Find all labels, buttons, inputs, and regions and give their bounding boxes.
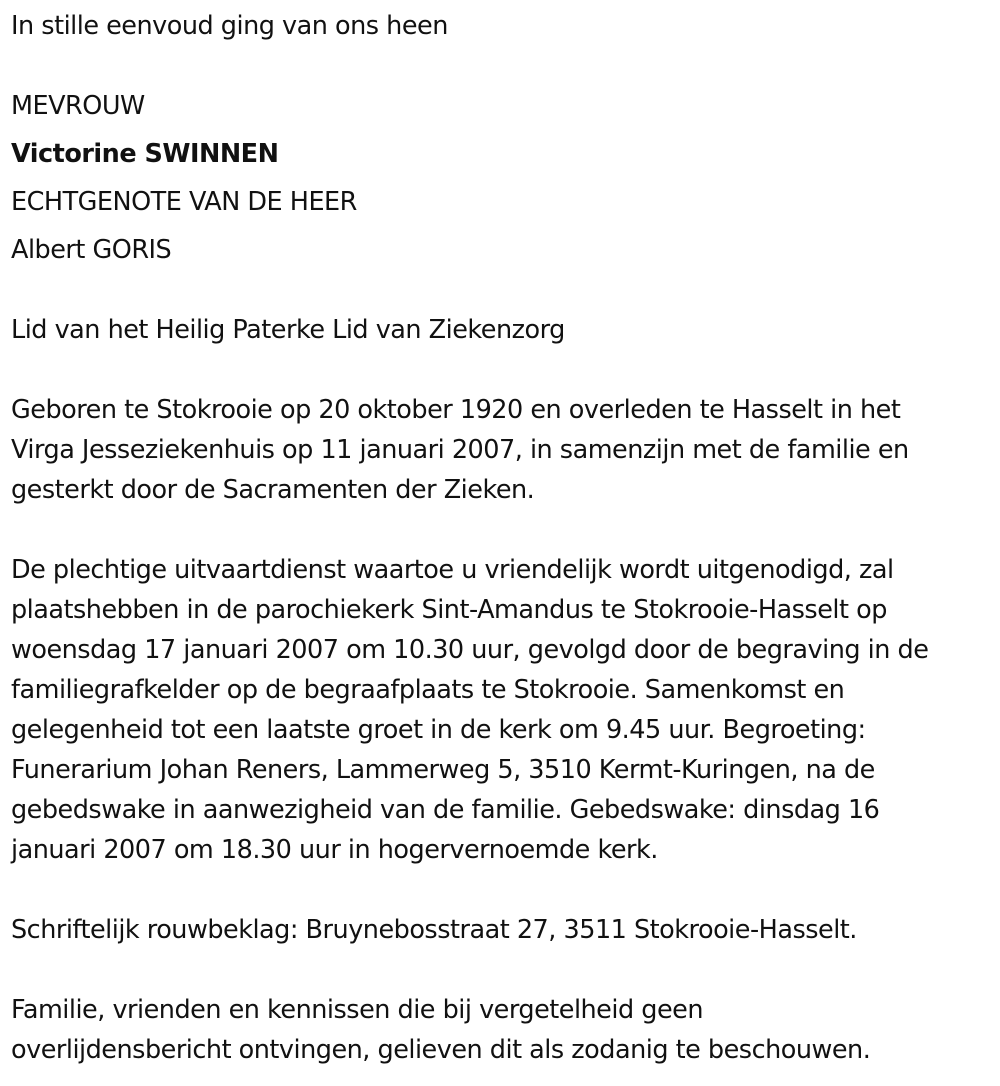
closing-line: Familie, vrienden en kennissen die bij vergetelheid geen — [11, 995, 703, 1025]
funeral-line: januari 2007 om 18.30 uur in hogervernoemde kerk. — [11, 835, 658, 865]
deceased-name: Victorine SWINNEN — [11, 139, 279, 169]
title-prefix: MEVROUW — [11, 91, 145, 121]
funeral-line: gelegenheid tot een laatste groet in de kerk om 9.45 uur. Begroeting: — [11, 715, 866, 745]
birth-death-line: Geboren te Stokrooie op 20 oktober 1920 en overleden te Hasselt in het — [11, 395, 901, 425]
funeral-line: Funerarium Johan Reners, Lammerweg 5, 3510 Kermt-Kuringen, na de — [11, 755, 875, 785]
closing-line: overlijdensbericht ontvingen, gelieven dit als zodanig te beschouwen. — [11, 1035, 871, 1065]
funeral-line: gebedswake in aanwezigheid van de familie. Gebedswake: dinsdag 16 — [11, 795, 880, 825]
funeral-line: woensdag 17 januari 2007 om 10.30 uur, gevolgd door de begraving in de — [11, 635, 929, 665]
condolences-line: Schriftelijk rouwbeklag: Bruynebosstraat 27, 3511 Stokrooie-Hasselt. — [11, 915, 857, 945]
birth-death-line: gesterkt door de Sacramenten der Zieken. — [11, 475, 535, 505]
funeral-line: De plechtige uitvaartdienst waartoe u vriendelijk wordt uitgenodigd, zal — [11, 555, 894, 585]
funeral-line: plaatshebben in de parochiekerk Sint-Amandus te Stokrooie-Hasselt op — [11, 595, 887, 625]
birth-death-line: Virga Jesseziekenhuis op 11 januari 2007, in samenzijn met de familie en — [11, 435, 909, 465]
relation-line: ECHTGENOTE VAN DE HEER — [11, 187, 357, 217]
membership-line: Lid van het Heilig Paterke Lid van Ziekenzorg — [11, 315, 565, 345]
intro-line: In stille eenvoud ging van ons heen — [11, 11, 448, 41]
spouse-name: Albert GORIS — [11, 235, 172, 265]
funeral-line: familiegrafkelder op de begraafplaats te Stokrooie. Samenkomst en — [11, 675, 845, 705]
